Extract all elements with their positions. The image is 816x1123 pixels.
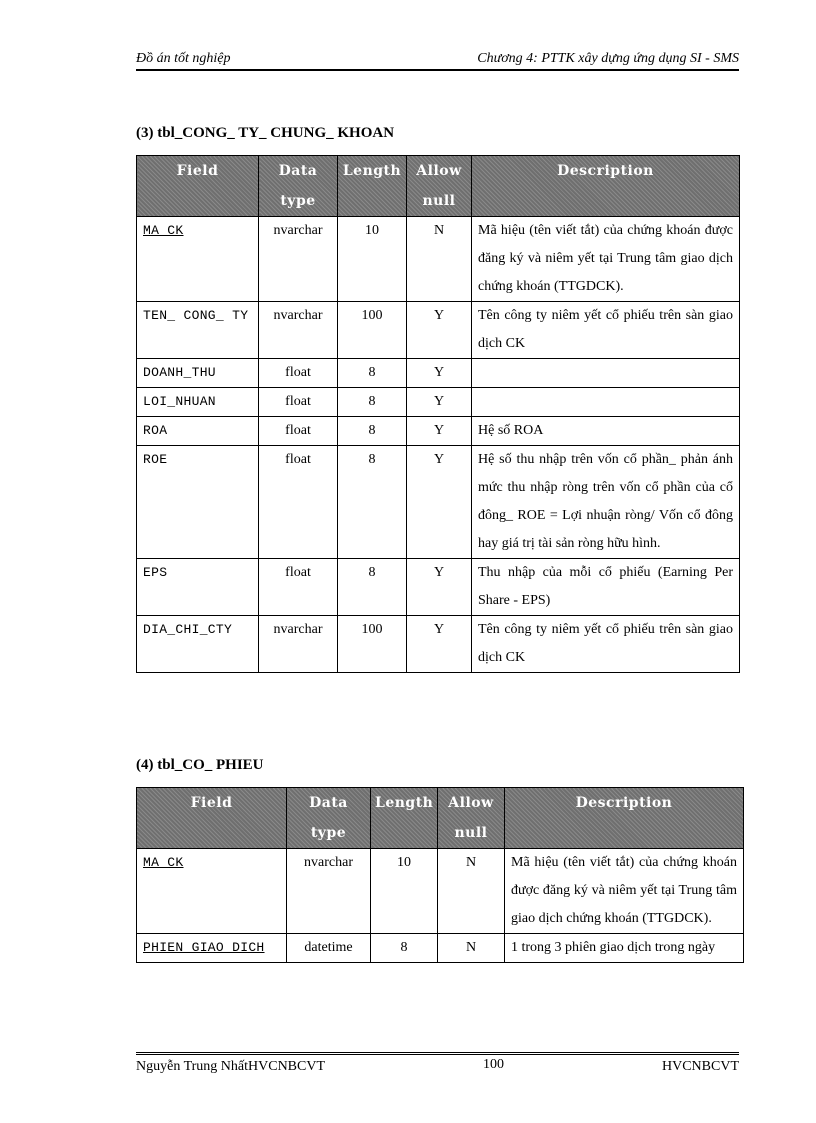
cell-type: nvarchar — [259, 616, 338, 673]
cell-field: ROA — [137, 417, 259, 446]
cell-desc: Hệ số thu nhập trên vốn cổ phần_ phản ánh mức thu nhập ròng trên vốn cổ phần của cổ đông_ ROE = Lợi nhuận ròng/ Vốn cổ đông hay giá trị tài sản ròng hữu hình. — [472, 446, 740, 559]
table-row — [137, 388, 740, 417]
table-row — [137, 616, 740, 673]
table-row — [137, 359, 740, 388]
header-right: Chương 4: PTTK xây dựng ứng dụng SI - SMS — [477, 51, 739, 66]
cell-field: MA_CK — [137, 849, 287, 934]
cell-desc: Mã hiệu (tên viết tắt) của chứng khoán được đăng ký và niêm yết tại Trung tâm giao dịch chứng khoán (TTGDCK). — [505, 849, 744, 934]
cell-type: float — [259, 446, 338, 559]
cell-desc: Tên công ty niêm yết cổ phiếu trên sàn giao dịch CK — [472, 302, 740, 359]
table-co-phieu — [136, 787, 744, 963]
table-row — [137, 217, 740, 302]
col-header-length: Length — [371, 788, 438, 849]
cell-length: 10 — [338, 217, 407, 302]
col-header-allow-null: Allow null — [438, 788, 505, 849]
table-row — [137, 559, 740, 616]
cell-length: 8 — [371, 934, 438, 963]
cell-null: Y — [407, 388, 472, 417]
cell-field: TEN_ CONG_ TY — [137, 302, 259, 359]
cell-length: 8 — [338, 417, 407, 446]
cell-length: 8 — [338, 359, 407, 388]
table-row — [137, 417, 740, 446]
cell-length: 8 — [338, 446, 407, 559]
cell-null: N — [407, 217, 472, 302]
cell-length: 10 — [371, 849, 438, 934]
cell-desc: 1 trong 3 phiên giao dịch trong ngày — [505, 934, 744, 963]
page-number: 100 — [483, 1057, 504, 1072]
table-row — [137, 934, 744, 963]
cell-field: PHIEN GIAO DICH — [137, 934, 287, 963]
cell-null: Y — [407, 446, 472, 559]
cell-null: Y — [407, 302, 472, 359]
page-header — [136, 50, 739, 71]
cell-field: EPS — [137, 559, 259, 616]
cell-type: nvarchar — [287, 849, 371, 934]
col-header-data-type: Data type — [259, 156, 338, 217]
cell-null: Y — [407, 559, 472, 616]
cell-desc: Mã hiệu (tên viết tắt) của chứng khoán được đăng ký và niêm yết tại Trung tâm giao dịch chứng khoán (TTGDCK). — [472, 217, 740, 302]
header-left: Đồ án tốt nghiệp — [136, 51, 231, 66]
cell-type: float — [259, 417, 338, 446]
table2-title: (4) tbl_CO_ PHIEU — [136, 757, 264, 773]
cell-desc — [472, 388, 740, 417]
table-row — [137, 849, 744, 934]
cell-null: N — [438, 934, 505, 963]
col-header-length: Length — [338, 156, 407, 217]
cell-null: N — [438, 849, 505, 934]
cell-null: Y — [407, 417, 472, 446]
table-row — [137, 446, 740, 559]
cell-desc: Thu nhập của mỗi cổ phiếu (Earning Per Share - EPS) — [472, 559, 740, 616]
table1-title: (3) tbl_CONG_ TY_ CHUNG_ KHOAN — [136, 125, 395, 141]
col-header-description: Description — [472, 156, 740, 217]
table-cong-ty-chung-khoan — [136, 155, 740, 673]
cell-null: Y — [407, 616, 472, 673]
cell-desc — [472, 359, 740, 388]
cell-type: datetime — [287, 934, 371, 963]
cell-type: nvarchar — [259, 217, 338, 302]
col-header-field: Field — [137, 788, 287, 849]
footer-author: Nguyễn Trung NhấtHVCNBCVT — [136, 1059, 326, 1074]
cell-desc: Tên công ty niêm yết cổ phiếu trên sàn giao dịch CK — [472, 616, 740, 673]
cell-type: nvarchar — [259, 302, 338, 359]
cell-field: DOANH_THU — [137, 359, 259, 388]
table-row — [137, 302, 740, 359]
cell-field: MA_CK — [137, 217, 259, 302]
cell-desc: Hệ số ROA — [472, 417, 740, 446]
cell-field: LOI_NHUAN — [137, 388, 259, 417]
col-header-allow-null: Allow null — [407, 156, 472, 217]
col-header-field: Field — [137, 156, 259, 217]
cell-length: 100 — [338, 302, 407, 359]
footer-right: HVCNBCVT — [661, 1059, 739, 1074]
cell-null: Y — [407, 359, 472, 388]
table-header-row — [137, 156, 740, 217]
cell-field: ROE — [137, 446, 259, 559]
table-header-row — [137, 788, 744, 849]
cell-length: 8 — [338, 559, 407, 616]
col-header-description: Description — [505, 788, 744, 849]
cell-type: float — [259, 359, 338, 388]
cell-field: DIA_CHI_CTY — [137, 616, 259, 673]
page-footer — [136, 1052, 739, 1075]
cell-length: 100 — [338, 616, 407, 673]
col-header-data-type: Data type — [287, 788, 371, 849]
cell-length: 8 — [338, 388, 407, 417]
cell-type: float — [259, 559, 338, 616]
cell-type: float — [259, 388, 338, 417]
